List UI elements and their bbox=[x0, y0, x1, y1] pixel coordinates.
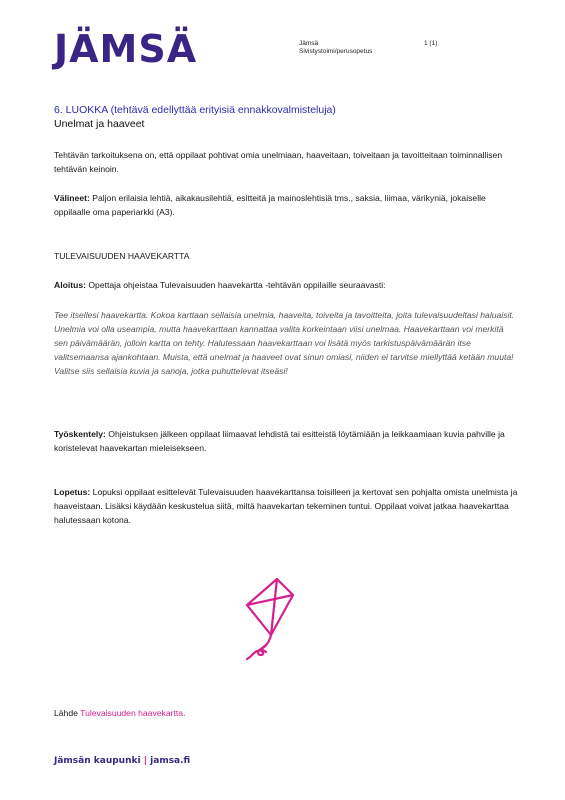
end-paragraph bbox=[54, 485, 519, 527]
work-paragraph bbox=[54, 427, 519, 455]
source-label: Lähde bbox=[54, 708, 81, 718]
work-label: Työskentely: bbox=[54, 429, 106, 439]
tools-label: Välineet: bbox=[54, 193, 90, 203]
instruction-paragraph: Tee itsellesi haavekartta. Kokoa karttaan sellaisia unelmia, haaveita, toiveita ja tavoitteita, joita tulevaisuudeltasi haluaisit. Unelmia voi olla useampia, mutta haavekarttaan kannattaa valita korkeintaan viisi unelmaa. Haavekarttaan voi merkitä sen päivämäärän, jolloin kartta on tehty. Halutessaan haavekarttaan voi lisätä myös tarkistuspäivämäärän itse valitsemaansa ajankohtaan. Muista, että unelmat ja haaveet ovat sinun omiasi, niiden ei tarvitse miellyttää ketään muuta! Valitse siis sellaisia kuvia ja sanoja, jotka puhuttelevat itseäsi! bbox=[54, 310, 515, 376]
start-text: Opettaja ohjeistaa Tulevaisuuden haavekartta -tehtävän oppilaille seuraavasti: bbox=[85, 280, 386, 290]
kite-icon bbox=[235, 575, 305, 665]
page-footer bbox=[54, 756, 190, 766]
source-link[interactable]: Tulevaisuuden haavekartta bbox=[80, 708, 184, 718]
header-dept: Sivistystoimi/perusopetus bbox=[299, 48, 373, 55]
footer-site[interactable]: jamsa.fi bbox=[150, 756, 191, 766]
title-line-1: 6. LUOKKA (tehtävä edellyttää erityisiä ennakkovalmisteluja) bbox=[54, 104, 336, 116]
document-title bbox=[54, 103, 519, 131]
intro-paragraph: Tehtävän tarkoituksena on, että oppilaat pohtivat omia unelmiaan, haaveitaan, toiveitaan ja tavoitteitaan toiminnallisen tehtävän keinoin. bbox=[54, 150, 503, 174]
section-title: TULEVAISUUDEN HAAVEKARTTA bbox=[54, 251, 190, 261]
start-label: Aloitus: bbox=[54, 280, 86, 290]
work-text: Ohjeistuksen jälkeen oppilaat liimaavat lehdistä tai esitteistä löytämiään ja leikkaamiaan kuvia pahville ja koristelevat haavekartan mieleisekseen. bbox=[54, 429, 505, 453]
end-label: Lopetus: bbox=[54, 487, 91, 497]
tools-paragraph bbox=[54, 191, 519, 219]
end-text: Lopuksi oppilaat esittelevät Tulevaisuuden haavekarttansa toisilleen ja kertovat sen pohjalta omista unelmista ja haaveistaan. Lisäksi käydään keskustelua siitä, miltä haavekartan tekeminen tuntui. Oppilaat voivat jatkaa haavekarttaa halutessaan kotona. bbox=[54, 487, 518, 525]
document-header bbox=[299, 40, 372, 56]
header-org: Jämsä bbox=[299, 40, 319, 47]
start-paragraph bbox=[54, 278, 519, 292]
footer-name: Jämsän kaupunki bbox=[54, 756, 141, 766]
title-line-2: Unelmat ja haaveet bbox=[54, 118, 145, 130]
source-line bbox=[54, 706, 519, 720]
source-end: . bbox=[183, 708, 186, 718]
page-number: 1 (1) bbox=[424, 40, 438, 47]
jamsa-logo: JÄMSÄ bbox=[54, 27, 198, 71]
footer-separator: | bbox=[143, 756, 148, 766]
tools-text: Paljon erilaisia lehtiä, aikakausilehtiä, esitteitä ja mainoslehtisiä tms., saksia, liimaa, värikyniä, jokaiselle oppilaalle oma paperiarkki (A3). bbox=[54, 193, 486, 217]
